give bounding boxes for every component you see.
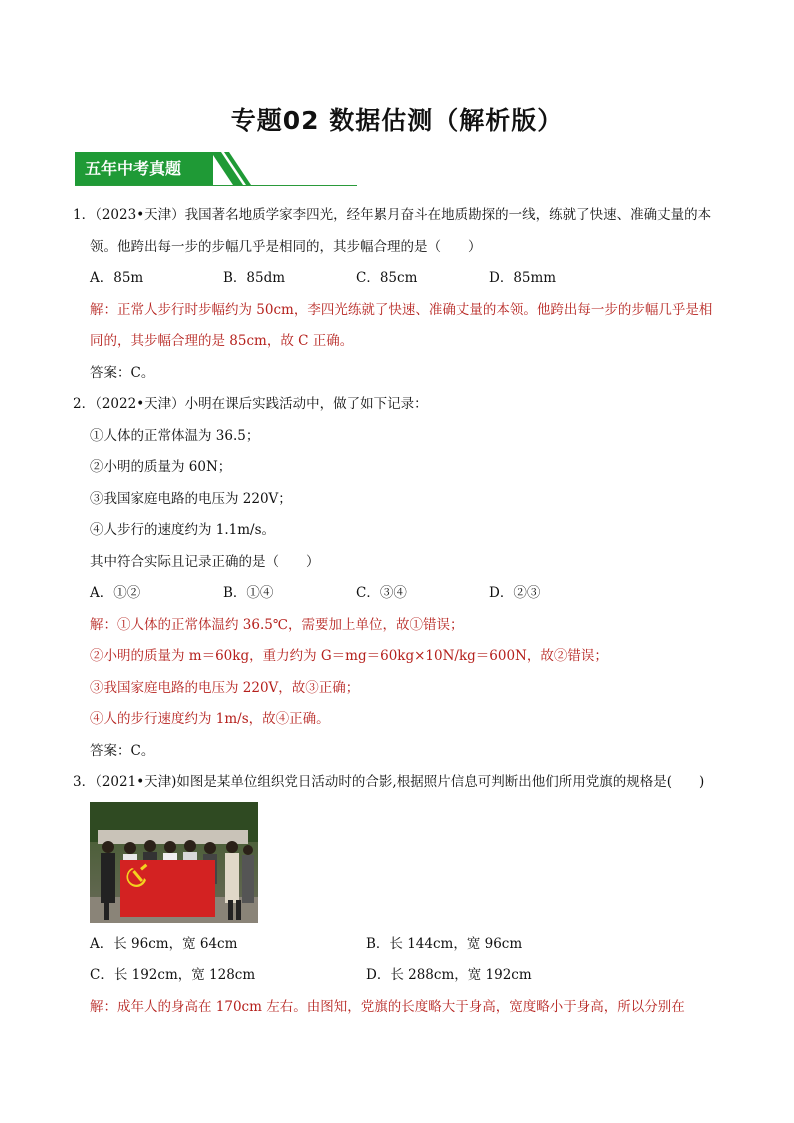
banner-underline: [75, 185, 357, 186]
q2-option-c: C．③④: [356, 585, 407, 601]
q1-stem-line1: 1．（2023•天津）我国著名地质学家李四光，经年累月奋斗在地质勘探的一线，练就了快速、准确丈量的本: [73, 207, 712, 223]
q2-stem-line1: 2．（2022•天津）小明在课后实践活动中，做了如下记录：: [73, 396, 428, 412]
q1-options: [73, 263, 733, 295]
q1-solution-line1: 解：正常人步行时步幅约为 50cm，李四光练就了快速、准确丈量的本领。他跨出每一步的步幅几乎是相: [90, 301, 713, 318]
section-label: 五年中考真题: [75, 152, 213, 185]
q3-stem-line1: 3．（2021•天津)如图是某单位组织党日活动时的合影,根据照片信息可判断出他们所用党旗的规格是( ): [73, 774, 705, 790]
q2-solution-line4: ④人的步行速度约为 1m/s，故④正确。: [90, 711, 330, 727]
q3-option-d: D．长 288cm，宽 192cm: [366, 967, 532, 983]
q2-option-a: A．①②: [90, 585, 141, 601]
q3-option-b: B．长 144cm，宽 96cm: [366, 935, 523, 952]
q1-stem-line2: 领。他跨出每一步的步幅几乎是相同的，其步幅合理的是（ ）: [90, 238, 482, 255]
q1-answer: 答案：C。: [90, 364, 155, 381]
q2-stem: 其中符合实际且记录正确的是（ ）: [90, 553, 320, 570]
q1-option-c: C．85cm: [356, 270, 418, 286]
q2-item-1: ①人体的正常体温为 36.5；: [90, 427, 260, 444]
q2-item-4: ④人步行的速度约为 1.1m/s。: [90, 522, 276, 538]
q2-item-3: ③我国家庭电路的电压为 220V；: [90, 490, 292, 507]
q1-option-d: D．85mm: [489, 270, 557, 286]
q1-solution-line2: 同的，其步幅合理的是 85cm，故 C 正确。: [90, 333, 354, 349]
banner-stripes-icon: [211, 152, 251, 185]
q3-option-a: A．长 96cm，宽 64cm: [90, 935, 238, 952]
q3-option-c: C．长 192cm，宽 128cm: [90, 967, 256, 983]
q2-solution-line1: 解：①人体的正常体温约 36.5℃，需要加上单位，故①错误；: [90, 616, 464, 633]
party-flag: [120, 860, 215, 917]
q3-photo-wrapper: [73, 802, 733, 929]
q2-answer: 答案：C。: [90, 742, 155, 759]
q2-item-2: ②小明的质量为 60N；: [90, 459, 232, 475]
q1-option-a: A．85m: [90, 270, 144, 286]
q2-option-d: D．②③: [489, 585, 541, 601]
q3-solution-line1: 解：成年人的身高在 170cm 左右。由图知，党旗的长度略大于身高，宽度略小于身高，所以分别在: [90, 998, 685, 1015]
q2-solution-line3: ③我国家庭电路的电压为 220V，故③正确；: [90, 679, 360, 696]
q2-option-b: B．①④: [223, 585, 274, 601]
section-banner: [75, 152, 357, 188]
group-photo-image: [90, 802, 258, 923]
question-content: [73, 200, 733, 1023]
q3-options-row2: [73, 960, 733, 992]
page-title: 专题02 数据估测（解析版）: [230, 106, 564, 135]
q2-solution-line2: ②小明的质量为 m＝60kg，重力约为 G＝mg＝60kg×10N/kg＝600N，故②错误；: [90, 648, 608, 664]
q2-options: [73, 578, 733, 610]
q3-options-row1: [73, 929, 733, 961]
q1-option-b: B．85dm: [223, 270, 286, 286]
